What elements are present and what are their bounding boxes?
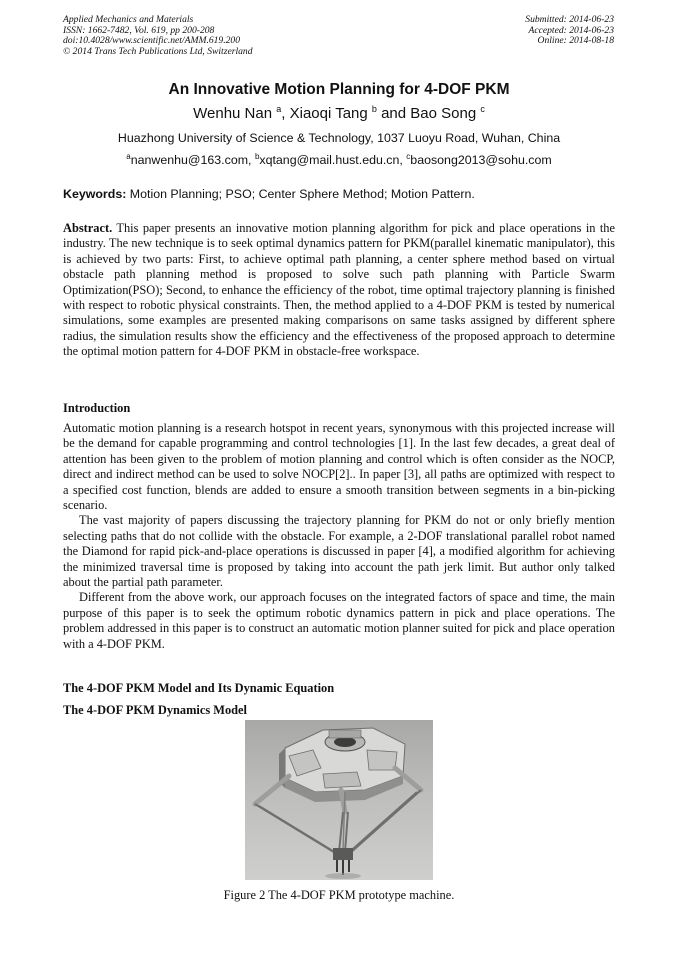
introduction-heading: Introduction [63, 401, 131, 415]
introduction-body [63, 421, 615, 652]
email-mark: b [254, 152, 260, 161]
copyright-line: © 2014 Trans Tech Publications Ltd, Switzerland [63, 45, 253, 57]
issn-line: ISSN: 1662-7482, Vol. 619, pp 200-208 [63, 24, 215, 36]
journal-name: Applied Mechanics and Materials [63, 14, 194, 25]
email-link[interactable]: xqtang@mail.hust.edu.cn [259, 153, 400, 168]
accepted-date: Accepted: 2014-06-23 [528, 24, 614, 36]
abstract-label: Abstract. [63, 221, 113, 235]
email-sep: , [248, 153, 255, 168]
doi-line: doi:10.4028/www.scientific.net/AMM.619.200 [63, 35, 241, 47]
subsection-heading: The 4-DOF PKM Dynamics Model [63, 703, 248, 717]
author-sep: and [376, 105, 411, 122]
author-name: Wenhu Nan [193, 105, 273, 122]
keywords-label: Keywords: [63, 187, 127, 201]
submitted-date: Submitted: 2014-06-23 [525, 14, 614, 25]
keywords-text: Motion Planning; PSO; Center Sphere Method; Motion Pattern. [126, 187, 475, 201]
journal-info [63, 15, 253, 57]
paragraph: Automatic motion planning is a research hotspot in recent years, synonymous with this projected increase will be the demand for capable programming and control technologies [1]. In the last few decades, a great deal of attention has been given to the problem of motion planning and control which is often consider as the NOCP, direct and indirect method can be used to solve NOCP[2].. In paper [3], all paths are optimized with respect to a specified cost function, blends are added to ensure a smooth transition between segments in a bin-picking scenario. [63, 421, 615, 513]
email-list [0, 152, 678, 167]
email-link[interactable]: baosong2013@sohu.com [410, 153, 552, 168]
submission-dates [525, 15, 614, 47]
email-link[interactable]: nanwenhu@163.com [130, 153, 249, 168]
pkm-robot-illustration [245, 720, 433, 880]
author-list [0, 104, 678, 122]
paragraph: The vast majority of papers discussing the trajectory planning for PKM do not or only briefly mention selecting paths that do not collide with the obstacle. For example, a 2-DOF translational parallel robot named the Diamond for rapid pick-and-place operations is discussed in paper [4], a modified algorithm for achieving the minimized traversal time is proposed by taking into account the path jerk limit. But author only talked about the partial path parameter. [63, 513, 615, 590]
email-sep: , [399, 153, 407, 168]
pkm-prototype-figure [245, 720, 433, 880]
abstract-text: This paper presents an innovative motion planning algorithm for pick and place operations in the industry. The new technique is to seek optimal dynamics pattern for PKM(parallel kinematic manipulator), this is achieved by two parts: First, to achieve optimal path planning, a center sphere method based on virtual obstacle path planning method is proposed to solve such path planning with Particle Swarm Optimization(PSO); Second, to enhance the efficiency of the robot, time optimal trajectory planning is finished with respect to robotic physical constraints. Then, the method applied to a 4-DOF PKM is tested by numerical simulations, some examples are presented making comparisons on same tasks assigned by different sphere radius, the simulation results show the efficiency and the effectiveness of the proposed approach to determine the optimal motion pattern for 4-DOF PKM in obstacle-free workspace. [63, 221, 615, 359]
paragraph: Different from the above work, our approach focuses on the integrated factors of space and time, the main purpose of this paper is to seek the optimum robotic dynamics pattern in pick and place operations. The problem addressed in this paper is to construct an automatic motion planner suited for pick and place operation with a 4-DOF PKM. [63, 590, 615, 651]
author-name: Xiaoqi Tang [289, 105, 368, 122]
figure-caption: Figure 2 The 4-DOF PKM prototype machine. [223, 888, 455, 902]
abstract [63, 221, 615, 360]
email-mark: a [126, 152, 131, 161]
keywords [63, 187, 615, 201]
section-heading: The 4-DOF PKM Model and Its Dynamic Equation [63, 681, 335, 695]
email-mark: c [406, 152, 411, 161]
author-name: Bao Song [410, 105, 477, 122]
affiliation: Huazhong University of Science & Technology, 1037 Luoyu Road, Wuhan, China [117, 131, 561, 145]
paper-title: An Innovative Motion Planning for 4-DOF PKM [168, 81, 510, 98]
author-mark: a [276, 104, 282, 114]
author-mark: b [371, 104, 377, 114]
online-date: Online: 2014-08-18 [537, 35, 614, 47]
author-mark: c [480, 104, 485, 114]
author-sep: , [281, 105, 290, 122]
